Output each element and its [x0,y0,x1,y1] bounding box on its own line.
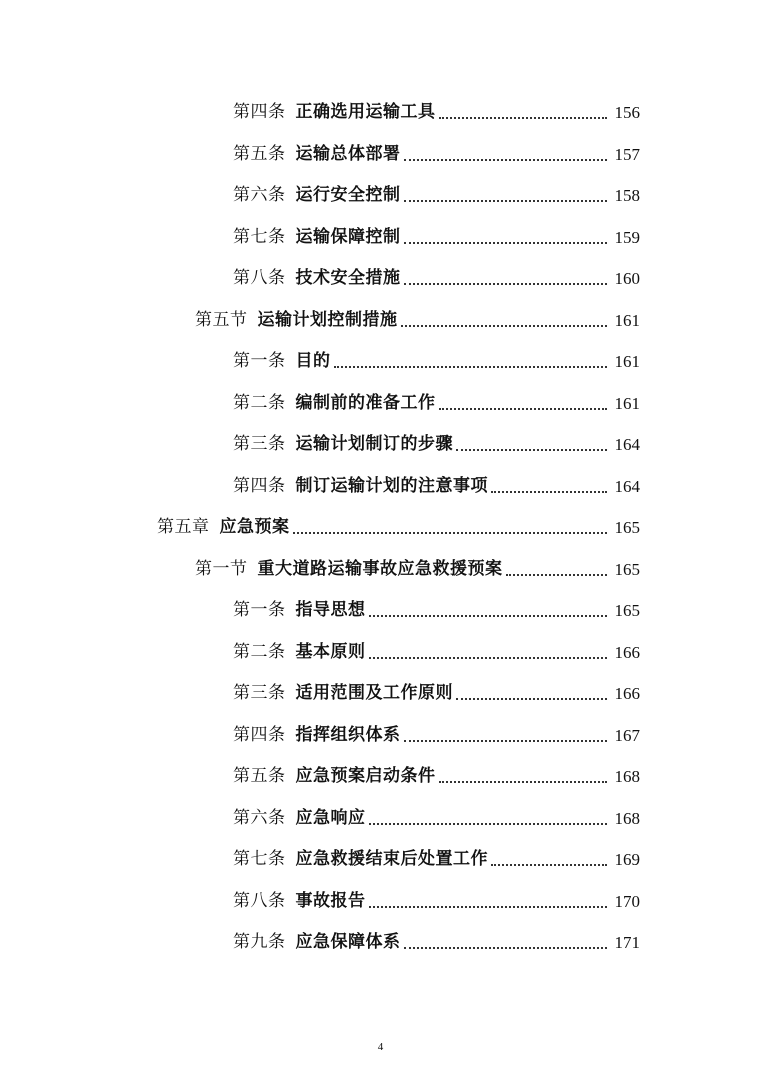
toc-entry[interactable] [0,217,761,259]
toc-entry-number: 第七条 [233,226,286,247]
dot-leader [334,365,608,368]
toc-entry-page: 169 [614,850,640,870]
toc-entry-number: 第四条 [233,475,286,496]
toc-entry-number: 第三条 [233,434,286,455]
toc-entry-title: 运输保障控制 [295,226,401,247]
toc-entry-page: 161 [614,310,640,330]
dot-leader [369,614,608,617]
toc-entry-number: 第二条 [233,392,286,413]
toc-entry-page: 165 [614,518,640,538]
toc-entry-number: 第九条 [233,932,286,953]
toc-entry-page: 164 [614,476,640,496]
toc-entry-number: 第三条 [233,683,286,704]
toc-entry[interactable] [0,715,761,757]
toc-entry[interactable] [0,839,761,881]
toc-entry-page: 167 [614,725,640,745]
toc-entry-title: 编制前的准备工作 [295,392,436,413]
dot-leader [506,573,608,576]
toc-entry-page: 156 [614,103,640,123]
toc-chapter-entry[interactable] [0,507,761,549]
dot-leader [404,158,608,161]
toc-entry-title: 适用范围及工作原则 [295,683,453,704]
toc-entry[interactable] [0,756,761,798]
toc-entry-page: 158 [614,186,640,206]
toc-entry-title: 基本原则 [295,641,366,662]
dot-leader [404,946,608,949]
dot-leader [491,490,607,493]
toc-entry-page: 168 [614,767,640,787]
toc-entry[interactable] [0,922,761,964]
toc-entry-number: 第二条 [233,641,286,662]
toc-entry[interactable] [0,466,761,508]
dot-leader [293,531,608,534]
dot-leader [401,324,608,327]
dot-leader [369,822,608,825]
toc-entry-number: 第五条 [233,766,286,787]
dot-leader [439,407,608,410]
dot-leader [404,282,608,285]
toc-entry[interactable] [0,798,761,840]
toc-entry-title: 应急响应 [295,807,366,828]
toc-entry[interactable] [0,383,761,425]
dot-leader [404,199,608,202]
table-of-contents [0,92,761,964]
toc-entry-page: 161 [614,393,640,413]
toc-entry-title: 运输总体部署 [295,143,401,164]
toc-entry[interactable] [0,175,761,217]
toc-entry[interactable] [0,258,761,300]
toc-entry-title: 应急保障体系 [295,932,401,953]
toc-entry-page: 164 [614,435,640,455]
toc-entry-page: 160 [614,269,640,289]
toc-entry-title: 指挥组织体系 [295,724,401,745]
toc-entry-number: 第四条 [233,724,286,745]
toc-entry-number: 第一节 [195,558,248,579]
toc-entry[interactable] [0,341,761,383]
toc-entry-number: 第一条 [233,600,286,621]
toc-section-entry[interactable] [0,300,761,342]
toc-entry-page: 157 [614,144,640,164]
toc-entry[interactable] [0,632,761,674]
dot-leader [439,116,608,119]
dot-leader [369,656,608,659]
toc-entry[interactable] [0,92,761,134]
toc-entry-title: 运输计划制订的步骤 [295,434,453,455]
toc-entry-title: 应急预案启动条件 [295,766,436,787]
toc-entry-page: 170 [614,891,640,911]
toc-section-entry[interactable] [0,549,761,591]
dot-leader [439,780,608,783]
toc-entry-title: 目的 [295,351,331,372]
toc-entry-title: 应急救援结束后处置工作 [295,849,488,870]
toc-entry[interactable] [0,881,761,923]
toc-entry[interactable] [0,673,761,715]
toc-entry-title: 运行安全控制 [295,185,401,206]
toc-entry-page: 161 [614,352,640,372]
dot-leader [369,905,608,908]
toc-entry-title: 重大道路运输事故应急救援预案 [257,558,503,579]
dot-leader [404,739,608,742]
toc-entry-page: 168 [614,808,640,828]
dot-leader [456,697,607,700]
toc-entry-page: 166 [614,642,640,662]
toc-entry[interactable] [0,424,761,466]
toc-entry-page: 171 [614,933,640,953]
dot-leader [456,448,607,451]
toc-entry-title: 制订运输计划的注意事项 [295,475,488,496]
toc-entry-number: 第六条 [233,807,286,828]
toc-entry-page: 166 [614,684,640,704]
toc-entry-number: 第五节 [195,309,248,330]
toc-entry-number: 第一条 [233,351,286,372]
dot-leader [491,863,607,866]
toc-entry-title: 应急预案 [219,517,290,538]
toc-entry-title: 事故报告 [295,890,366,911]
page-number: 4 [377,1041,384,1053]
toc-entry-number: 第五章 [157,517,210,538]
toc-entry[interactable] [0,590,761,632]
dot-leader [404,241,608,244]
toc-entry-title: 运输计划控制措施 [257,309,398,330]
toc-entry-number: 第八条 [233,890,286,911]
toc-entry-page: 159 [614,227,640,247]
toc-entry-page: 165 [614,559,640,579]
toc-entry-number: 第八条 [233,268,286,289]
toc-entry-title: 正确选用运输工具 [295,102,436,123]
toc-entry-page: 165 [614,601,640,621]
toc-entry-number: 第五条 [233,143,286,164]
toc-entry-number: 第六条 [233,185,286,206]
toc-entry-number: 第七条 [233,849,286,870]
toc-entry-title: 技术安全措施 [295,268,401,289]
toc-entry-title: 指导思想 [295,600,366,621]
toc-entry-number: 第四条 [233,102,286,123]
toc-entry[interactable] [0,134,761,176]
